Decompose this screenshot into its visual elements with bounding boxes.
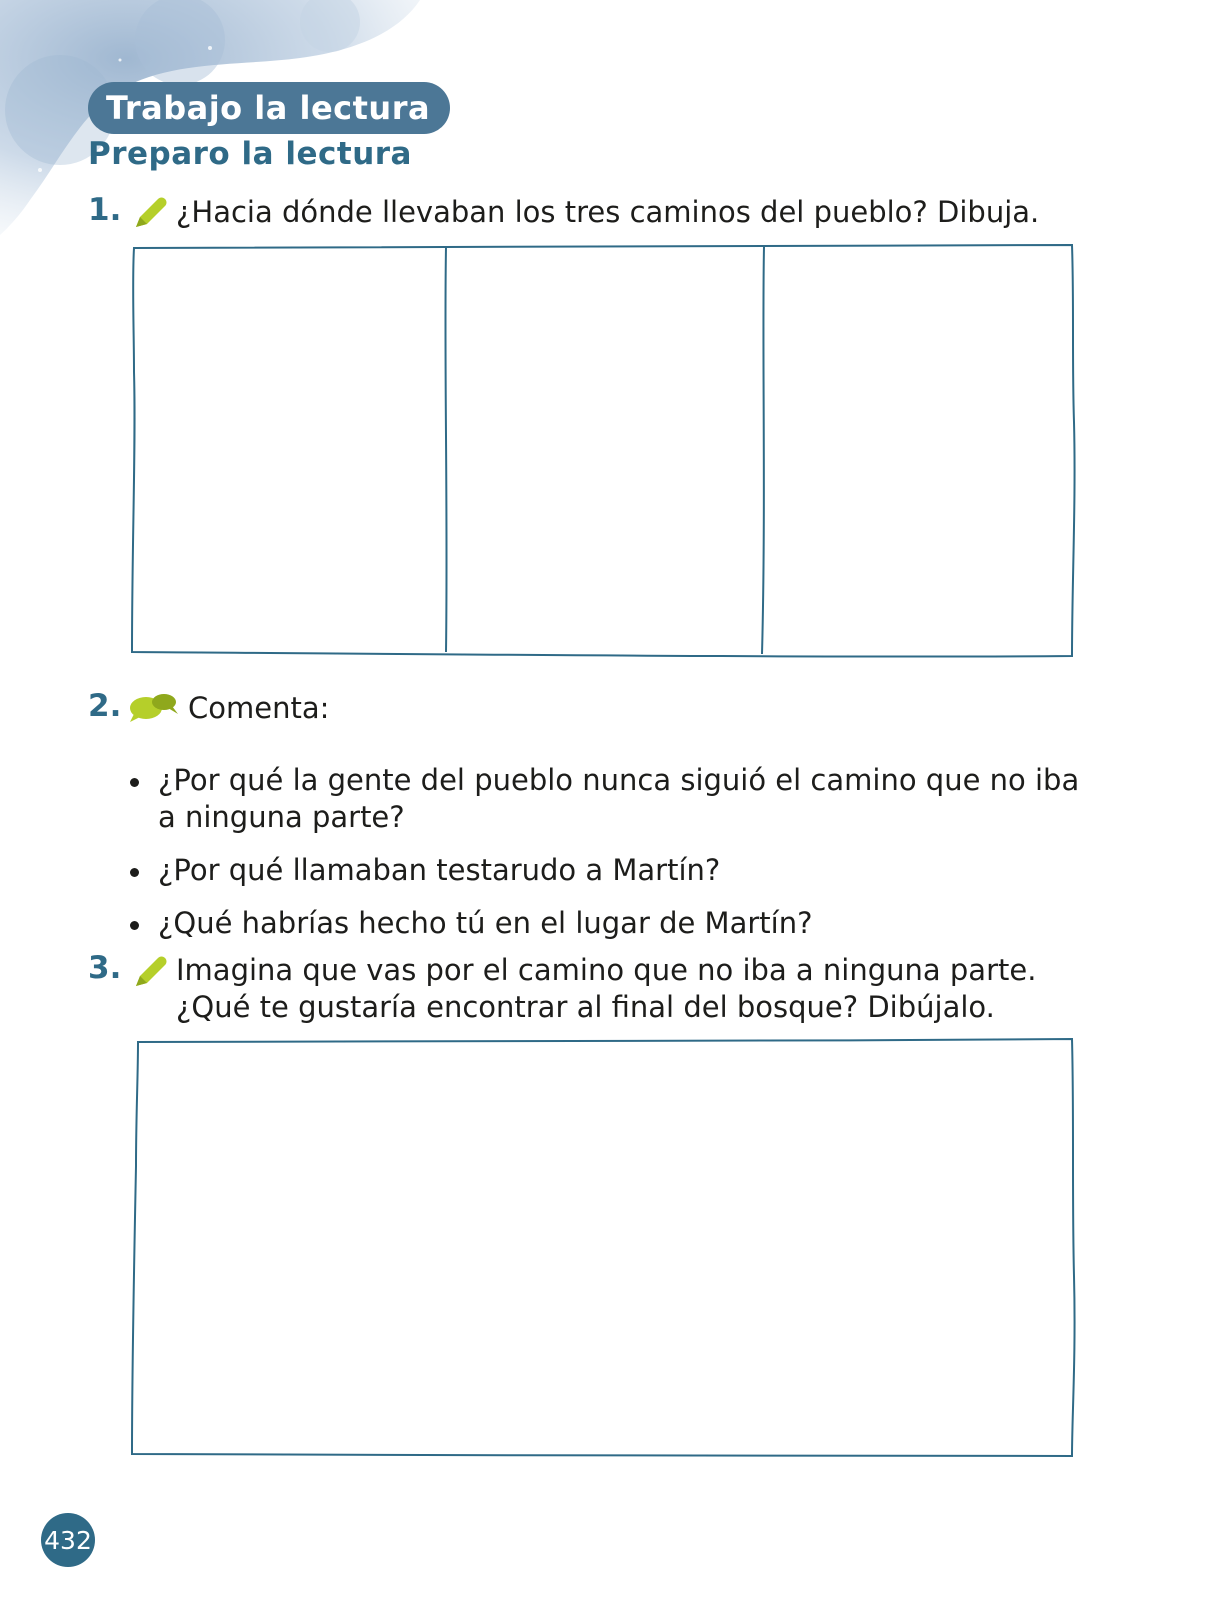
section-tag: Trabajo la lectura — [88, 82, 450, 134]
question-3-number: 3. — [88, 950, 122, 986]
question-1-number: 1. — [88, 192, 122, 228]
section-subtitle: Preparo la lectura — [88, 136, 412, 172]
discussion-questions-list — [128, 762, 1088, 942]
list-item: ¿Qué habrías hecho tú en el lugar de Martín? — [128, 905, 1088, 942]
speech-bubbles-icon — [128, 690, 180, 724]
list-item: ¿Por qué la gente del pueblo nunca siguió el camino que no iba a ninguna parte? — [128, 762, 1088, 836]
pencil-icon — [130, 193, 170, 233]
pencil-icon — [130, 952, 170, 992]
drawing-box-single — [128, 1036, 1078, 1466]
question-3-text-line-2: ¿Qué te gustaría encontrar al final del bosque? Dibújalo. — [176, 990, 995, 1024]
question-1-text: ¿Hacia dónde llevaban los tres caminos del pueblo? Dibuja. — [176, 195, 1040, 229]
question-2-number: 2. — [88, 688, 122, 724]
question-2-text: Comenta: — [188, 691, 330, 725]
page-number: 432 — [41, 1513, 95, 1567]
list-item: ¿Por qué llamaban testarudo a Martín? — [128, 852, 1088, 889]
drawing-box-three-panels — [128, 242, 1078, 662]
question-3-text-line-1: Imagina que vas por el camino que no iba a ninguna parte. — [176, 953, 1037, 987]
